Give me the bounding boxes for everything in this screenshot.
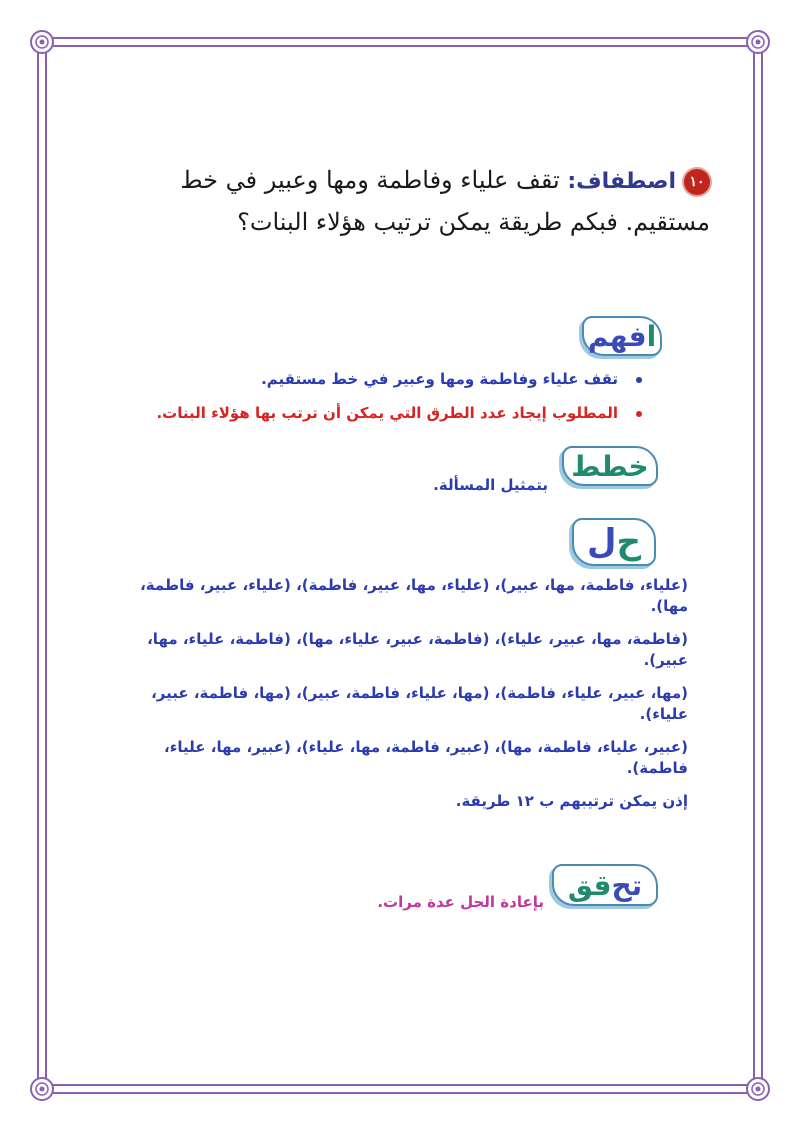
understand-label-part1: ا xyxy=(646,319,657,353)
problem-statement xyxy=(90,160,710,242)
understand-bullet-1 xyxy=(82,362,642,396)
problem-text-line-1: تقف علياء وفاطمة ومها وعبير في خط xyxy=(180,166,560,194)
verify-label-part1: تح xyxy=(611,868,643,902)
verify-text: بإعادة الحل عدة مرات. xyxy=(377,893,544,911)
problem-number-badge: ١٠ xyxy=(684,169,710,195)
verify-label-box xyxy=(552,864,658,906)
bullet-dot-icon xyxy=(636,377,642,383)
understand-bullet-2-text: المطلوب إيجاد عدد الطرق التي يمكن أن ترتب بها هؤلاء البنات. xyxy=(156,404,618,422)
problem-line-1 xyxy=(90,160,710,202)
problem-keyword: اصطفاف: xyxy=(567,169,676,194)
solution-line-1: (علياء، فاطمة، مها، عبير)، (علياء، مها، عبير، فاطمة)، (علياء، عبير، فاطمة، مها). xyxy=(140,576,688,615)
solution-line-3: (مها، عبير، علياء، فاطمة)، (مها، علياء، فاطمة، عبير)، (مها، فاطمة، عبير، علياء). xyxy=(151,684,688,723)
bullet-dot-icon xyxy=(636,411,642,417)
solve-label-part2: ل xyxy=(586,522,617,562)
plan-label: خطط xyxy=(571,449,649,483)
problem-text-line-2: مستقيم. فبكم طريقة يمكن ترتيب هؤلاء البنات؟ xyxy=(237,208,710,236)
plan-text: بتمثيل المسألة. xyxy=(433,476,548,494)
problem-line-2 xyxy=(90,202,710,242)
verify-label-part2: قق xyxy=(567,868,612,902)
solve-label-part1: ح xyxy=(616,522,642,562)
solution-line-4: (عبير، علياء، فاطمة، مها)، (عبير، فاطمة، مها، علياء)، (عبير، مها، علياء، فاطمة). xyxy=(164,738,688,777)
understand-label-box xyxy=(582,316,662,356)
solve-label-box xyxy=(572,518,656,566)
understand-bullet-2 xyxy=(82,396,642,430)
solution-body xyxy=(110,575,688,812)
plan-label-box xyxy=(562,446,658,486)
solution-line-2: (فاطمة، مها، عبير، علياء)، (فاطمة، عبير، علياء، مها)، (فاطمة، علياء، مها، عبير). xyxy=(147,630,688,669)
solution-conclusion: إذن يمكن ترتيبهم ب ١٢ طريقة. xyxy=(455,792,688,810)
understand-bullet-1-text: تقف علياء وفاطمة ومها وعبير في خط مستقيم. xyxy=(261,370,618,388)
understand-label-part2: فهم xyxy=(587,319,647,353)
understand-bullets xyxy=(82,362,642,430)
